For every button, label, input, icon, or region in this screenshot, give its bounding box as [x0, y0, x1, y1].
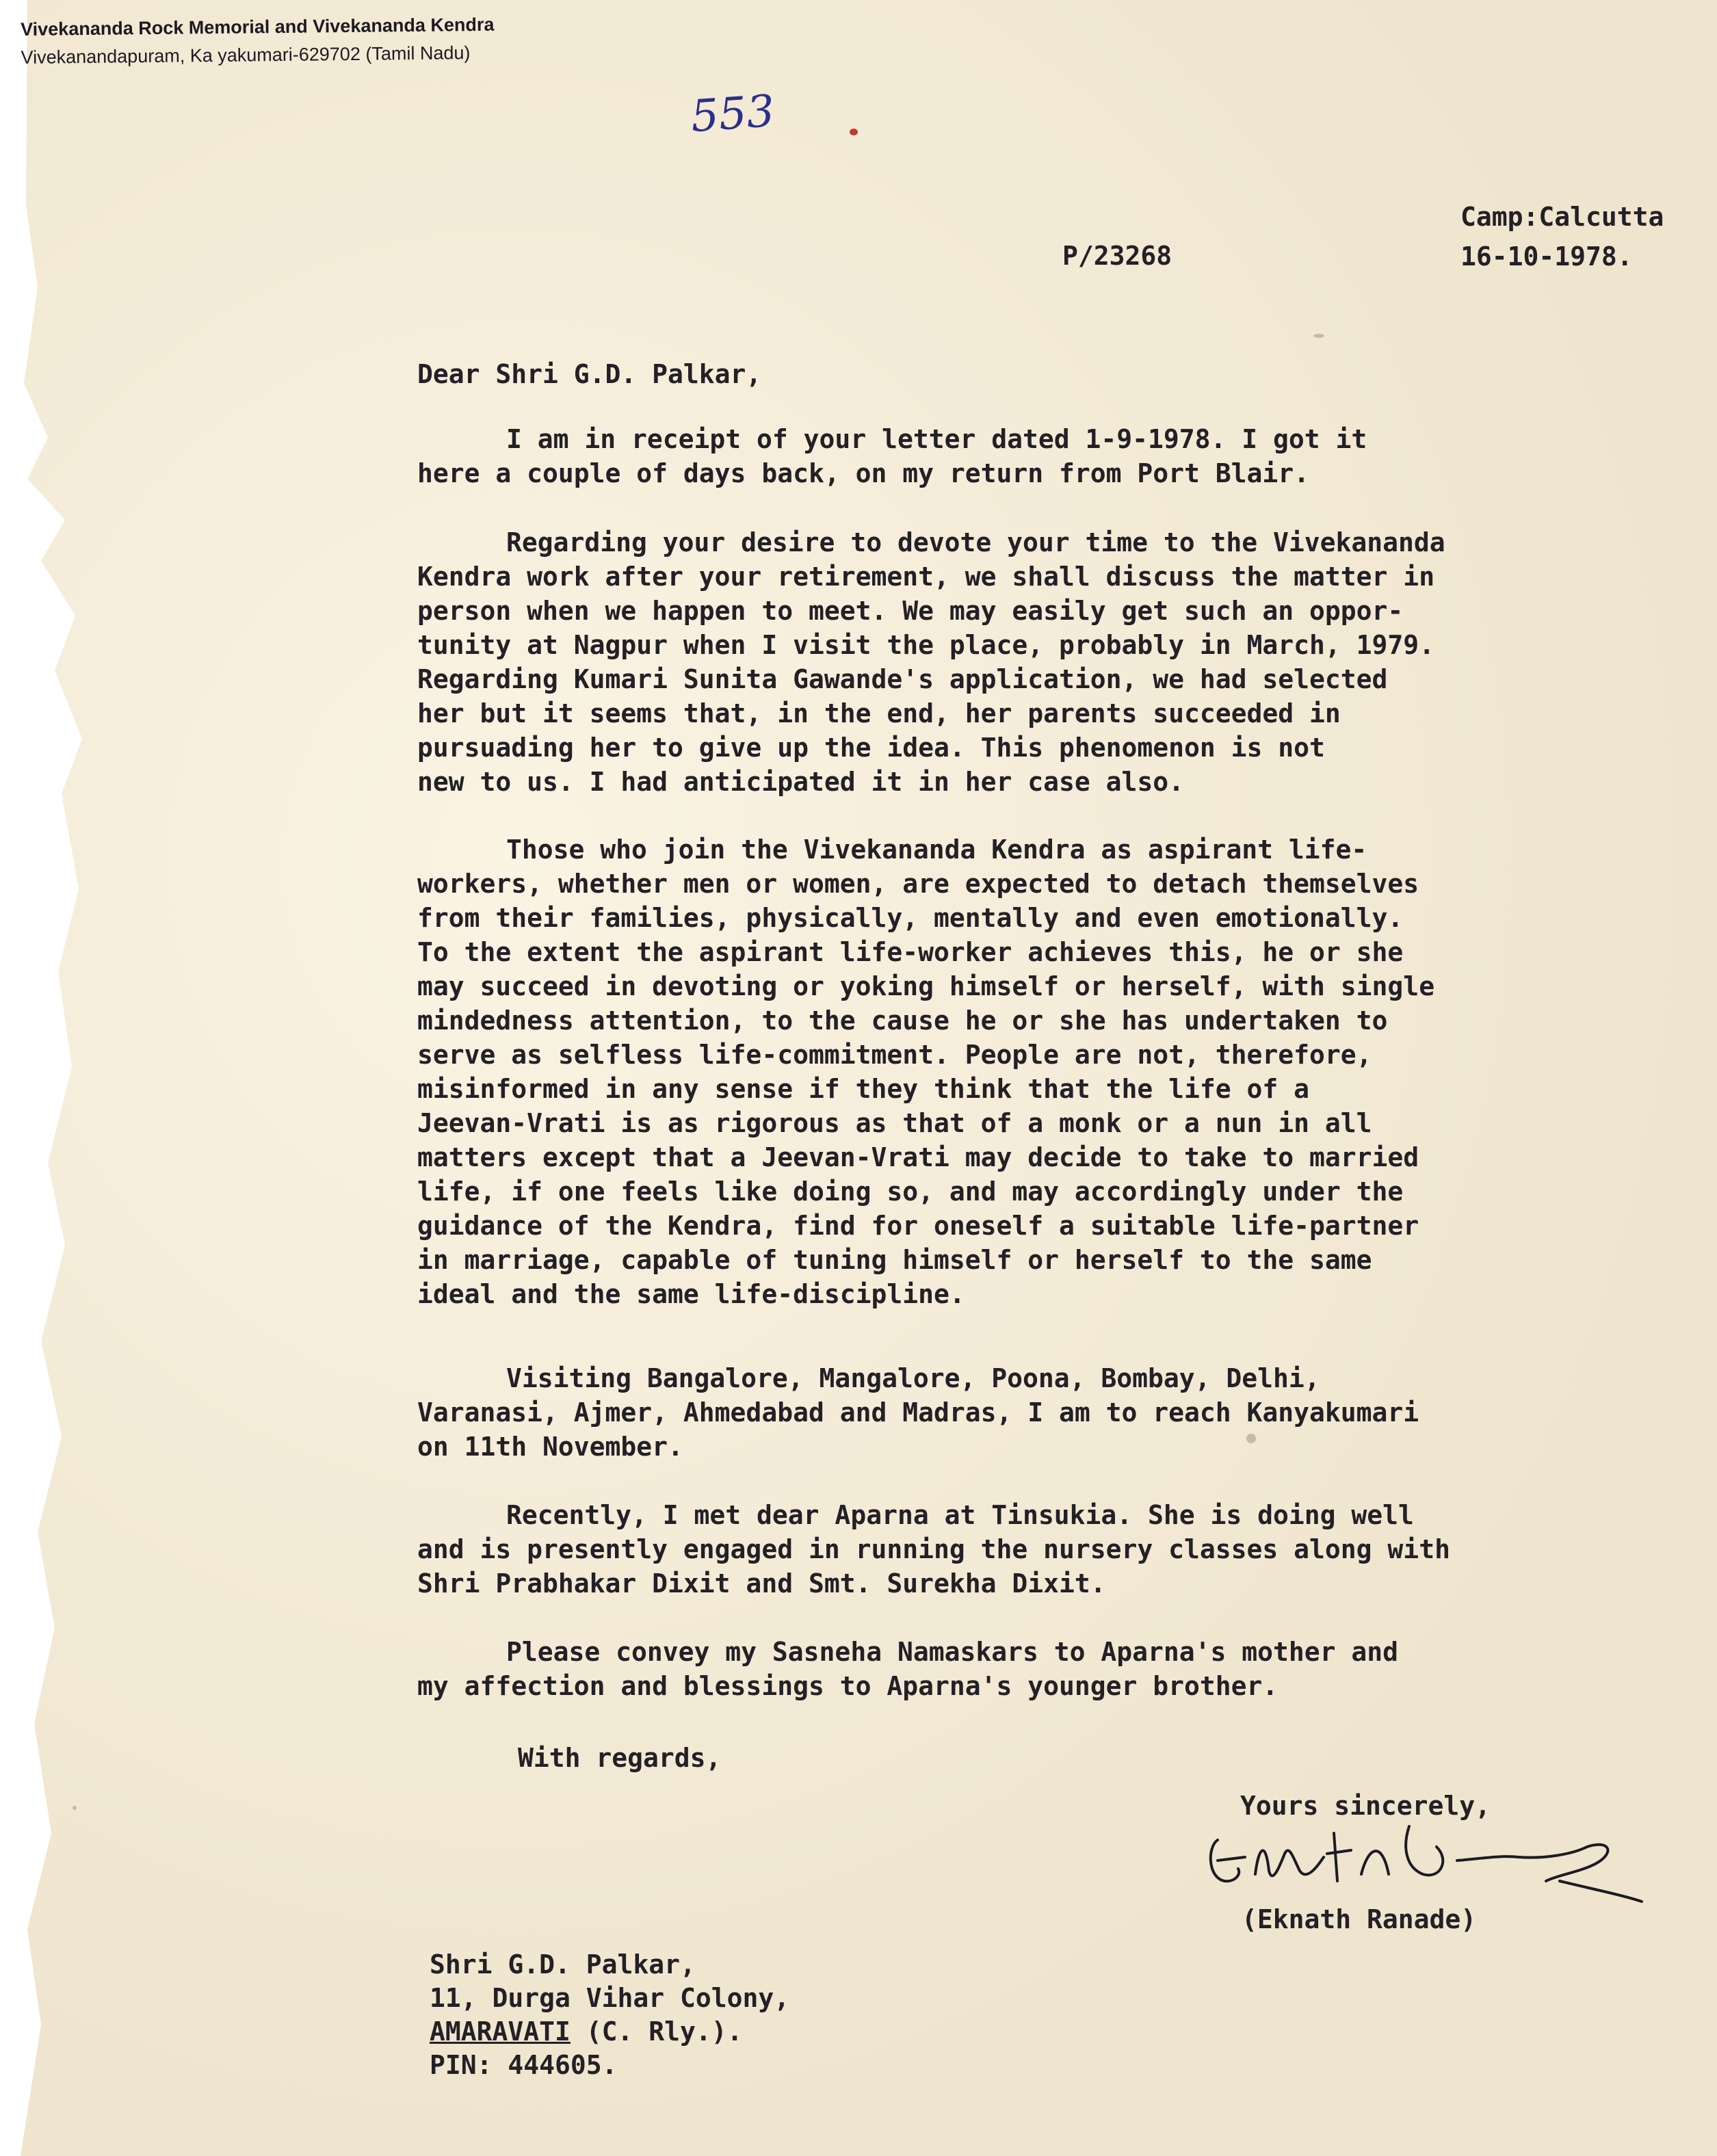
ink-smudge [73, 1806, 77, 1810]
handwritten-number: 553 [689, 86, 776, 143]
address-city-suffix: (C. Rly.). [570, 2016, 743, 2047]
address-city-line [430, 2015, 789, 2049]
paragraph-itinerary: Visiting Bangalore, Mangalore, Poona, Bombay, Delhi, Varanasi, Ajmer, Ahmedabad and Madras, I am to reach Kanyakumari on 11th November. [417, 1363, 1419, 1462]
address-pin: PIN: 444605. [430, 2050, 618, 2080]
recipient-address [430, 1948, 789, 2082]
signature [1204, 1819, 1683, 1915]
address-city: AMARAVATI [430, 2016, 571, 2047]
salutation: Dear Shri G.D. Palkar, [417, 359, 762, 389]
with-regards: With regards, [518, 1743, 722, 1773]
ink-smudge [1246, 1434, 1256, 1443]
torn-edge [0, 0, 89, 2156]
reference-number: P/23268 [1062, 241, 1172, 271]
paragraph-receipt: I am in receipt of your letter dated 1-9-1978. I got it here a couple of days back, on my return from Port Blair. [417, 424, 1367, 488]
red-mark [850, 129, 858, 135]
paragraph-retirement: Regarding your desire to devote your time to the Vivekananda Kendra work after your retirement, we shall discuss the matter in person when we happen to meet. We may easily get such an oppor- tunity at Nagpur when I visit the place, probably in March, 1979. Regarding Kumari Sunita Gawande's application, we had selected her but it seems that, in the end, her parents succeeded in pursuading her to give up the idea. This phenomenon is not new to us. I had anticipated it in her case also. [417, 527, 1445, 797]
address-line1: 11, Durga Vihar Colony, [430, 1983, 790, 2013]
paragraph-namaskars: Please convey my Sasneha Namaskars to Aparna's mother and my affection and blessings to Aparna's younger brother. [417, 1637, 1399, 1701]
letterhead [21, 14, 495, 68]
ink-smudge [1313, 334, 1324, 338]
address-name: Shri G.D. Palkar, [430, 1949, 696, 1980]
letterhead-address: Vivekanandapuram, Ka yakumari-629702 (Tamil Nadu) [21, 42, 471, 68]
yours-sincerely: Yours sincerely, [1240, 1791, 1491, 1821]
paragraph-aparna: Recently, I met dear Aparna at Tinsukia. She is doing well and is presently engaged in running the nursery classes along with Shri Prabhakar Dixit and Smt. Surekha Dixit. [417, 1500, 1450, 1599]
camp-date: Camp:Calcutta 16-10-1978. [1460, 202, 1664, 272]
letterhead-org: Vivekananda Rock Memorial and Vivekananda Kendra [21, 14, 495, 40]
signatory-name: (Eknath Ranade) [1242, 1904, 1477, 1934]
paragraph-jeevan-vrati: Those who join the Vivekananda Kendra as aspirant life- workers, whether men or women, are expected to detach themselves from their families, physically, mentally and even emotionally. To the extent the aspirant life-worker achieves this, he or she may succeed in devoting or yoking himself or herself, with single mindedness attention, to the cause he or she has undertaken to serve as selfless life-commitment. People are not, therefore, misinformed in any sense if they think that the life of a Jeevan-Vrati is as rigorous as that of a monk or a nun in all matters except that a Jeevan-Vrati may decide to take to married life, if one feels like doing so, and may accordingly under the guidance of the Kendra, find for oneself a suitable life-partner in marriage, capable of tuning himself or herself to the same ideal and the same life-discipline. [417, 834, 1435, 1309]
